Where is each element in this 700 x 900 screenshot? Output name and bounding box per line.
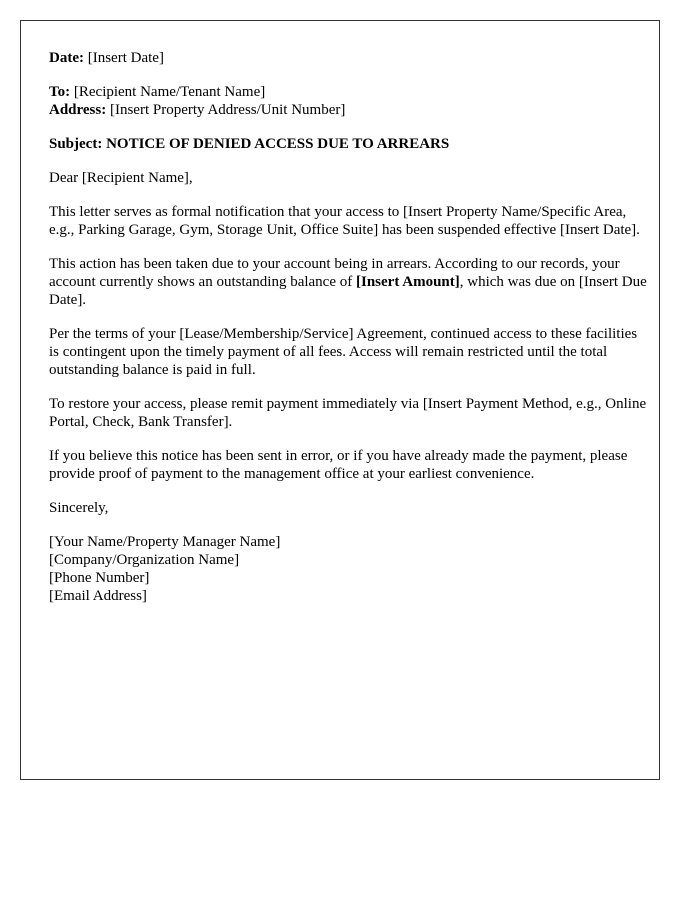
address-line [49,101,649,119]
closing: Sincerely, [49,500,109,516]
signature-company: [Company/Organization Name] [49,552,240,568]
subject-value: NOTICE OF DENIED ACCESS DUE TO ARREARS [106,136,450,152]
date-line [49,49,649,67]
salutation: Dear [Recipient Name], [49,170,193,186]
to-value: [Recipient Name/Tenant Name] [73,84,266,100]
date-value: [Insert Date] [87,50,164,66]
address-label: Address: [49,102,107,118]
letter-page [20,20,660,780]
to-label: To: [49,84,71,100]
to-line [49,83,649,101]
date-label: Date: [49,50,84,66]
amount-placeholder: [Insert Amount] [356,274,460,290]
subject-label: Subject: [49,136,103,152]
letter-body [49,49,649,621]
paragraph-2-text: This action has been taken due to your account being in arrears. According to our records, your account currently shows an outstanding balance of [49,256,620,290]
paragraph-2 [49,255,649,309]
address-value: [Insert Property Address/Unit Number] [109,102,346,118]
paragraph-4: To restore your access, please remit payment immediately via [Insert Payment Method, e.g., Online Portal, Check, Bank Transfer]. [49,396,647,430]
paragraph-1: This letter serves as formal notification that your access to [Insert Property Name/Specific Area, e.g., Parking Garage, Gym, Storage Unit, Office Suite] has been suspended effective [Insert Date]. [49,204,640,238]
subject-line [49,135,649,153]
signature-email: [Email Address] [49,588,147,604]
signature-phone: [Phone Number] [49,570,150,586]
signature-name: [Your Name/Property Manager Name] [49,534,281,550]
paragraph-2-tail: , which was due on [Insert Due Date]. [49,274,647,308]
paragraph-5: If you believe this notice has been sent in error, or if you have already made the payment, please provide proof of payment to the management office at your earliest convenience. [49,448,628,482]
paragraph-3: Per the terms of your [Lease/Membership/Service] Agreement, continued access to these facilities is contingent upon the timely payment of all fees. Access will remain restricted until the total outstanding balance is paid in full. [49,326,638,378]
signature-block [49,533,649,605]
recipient-block [49,83,649,119]
